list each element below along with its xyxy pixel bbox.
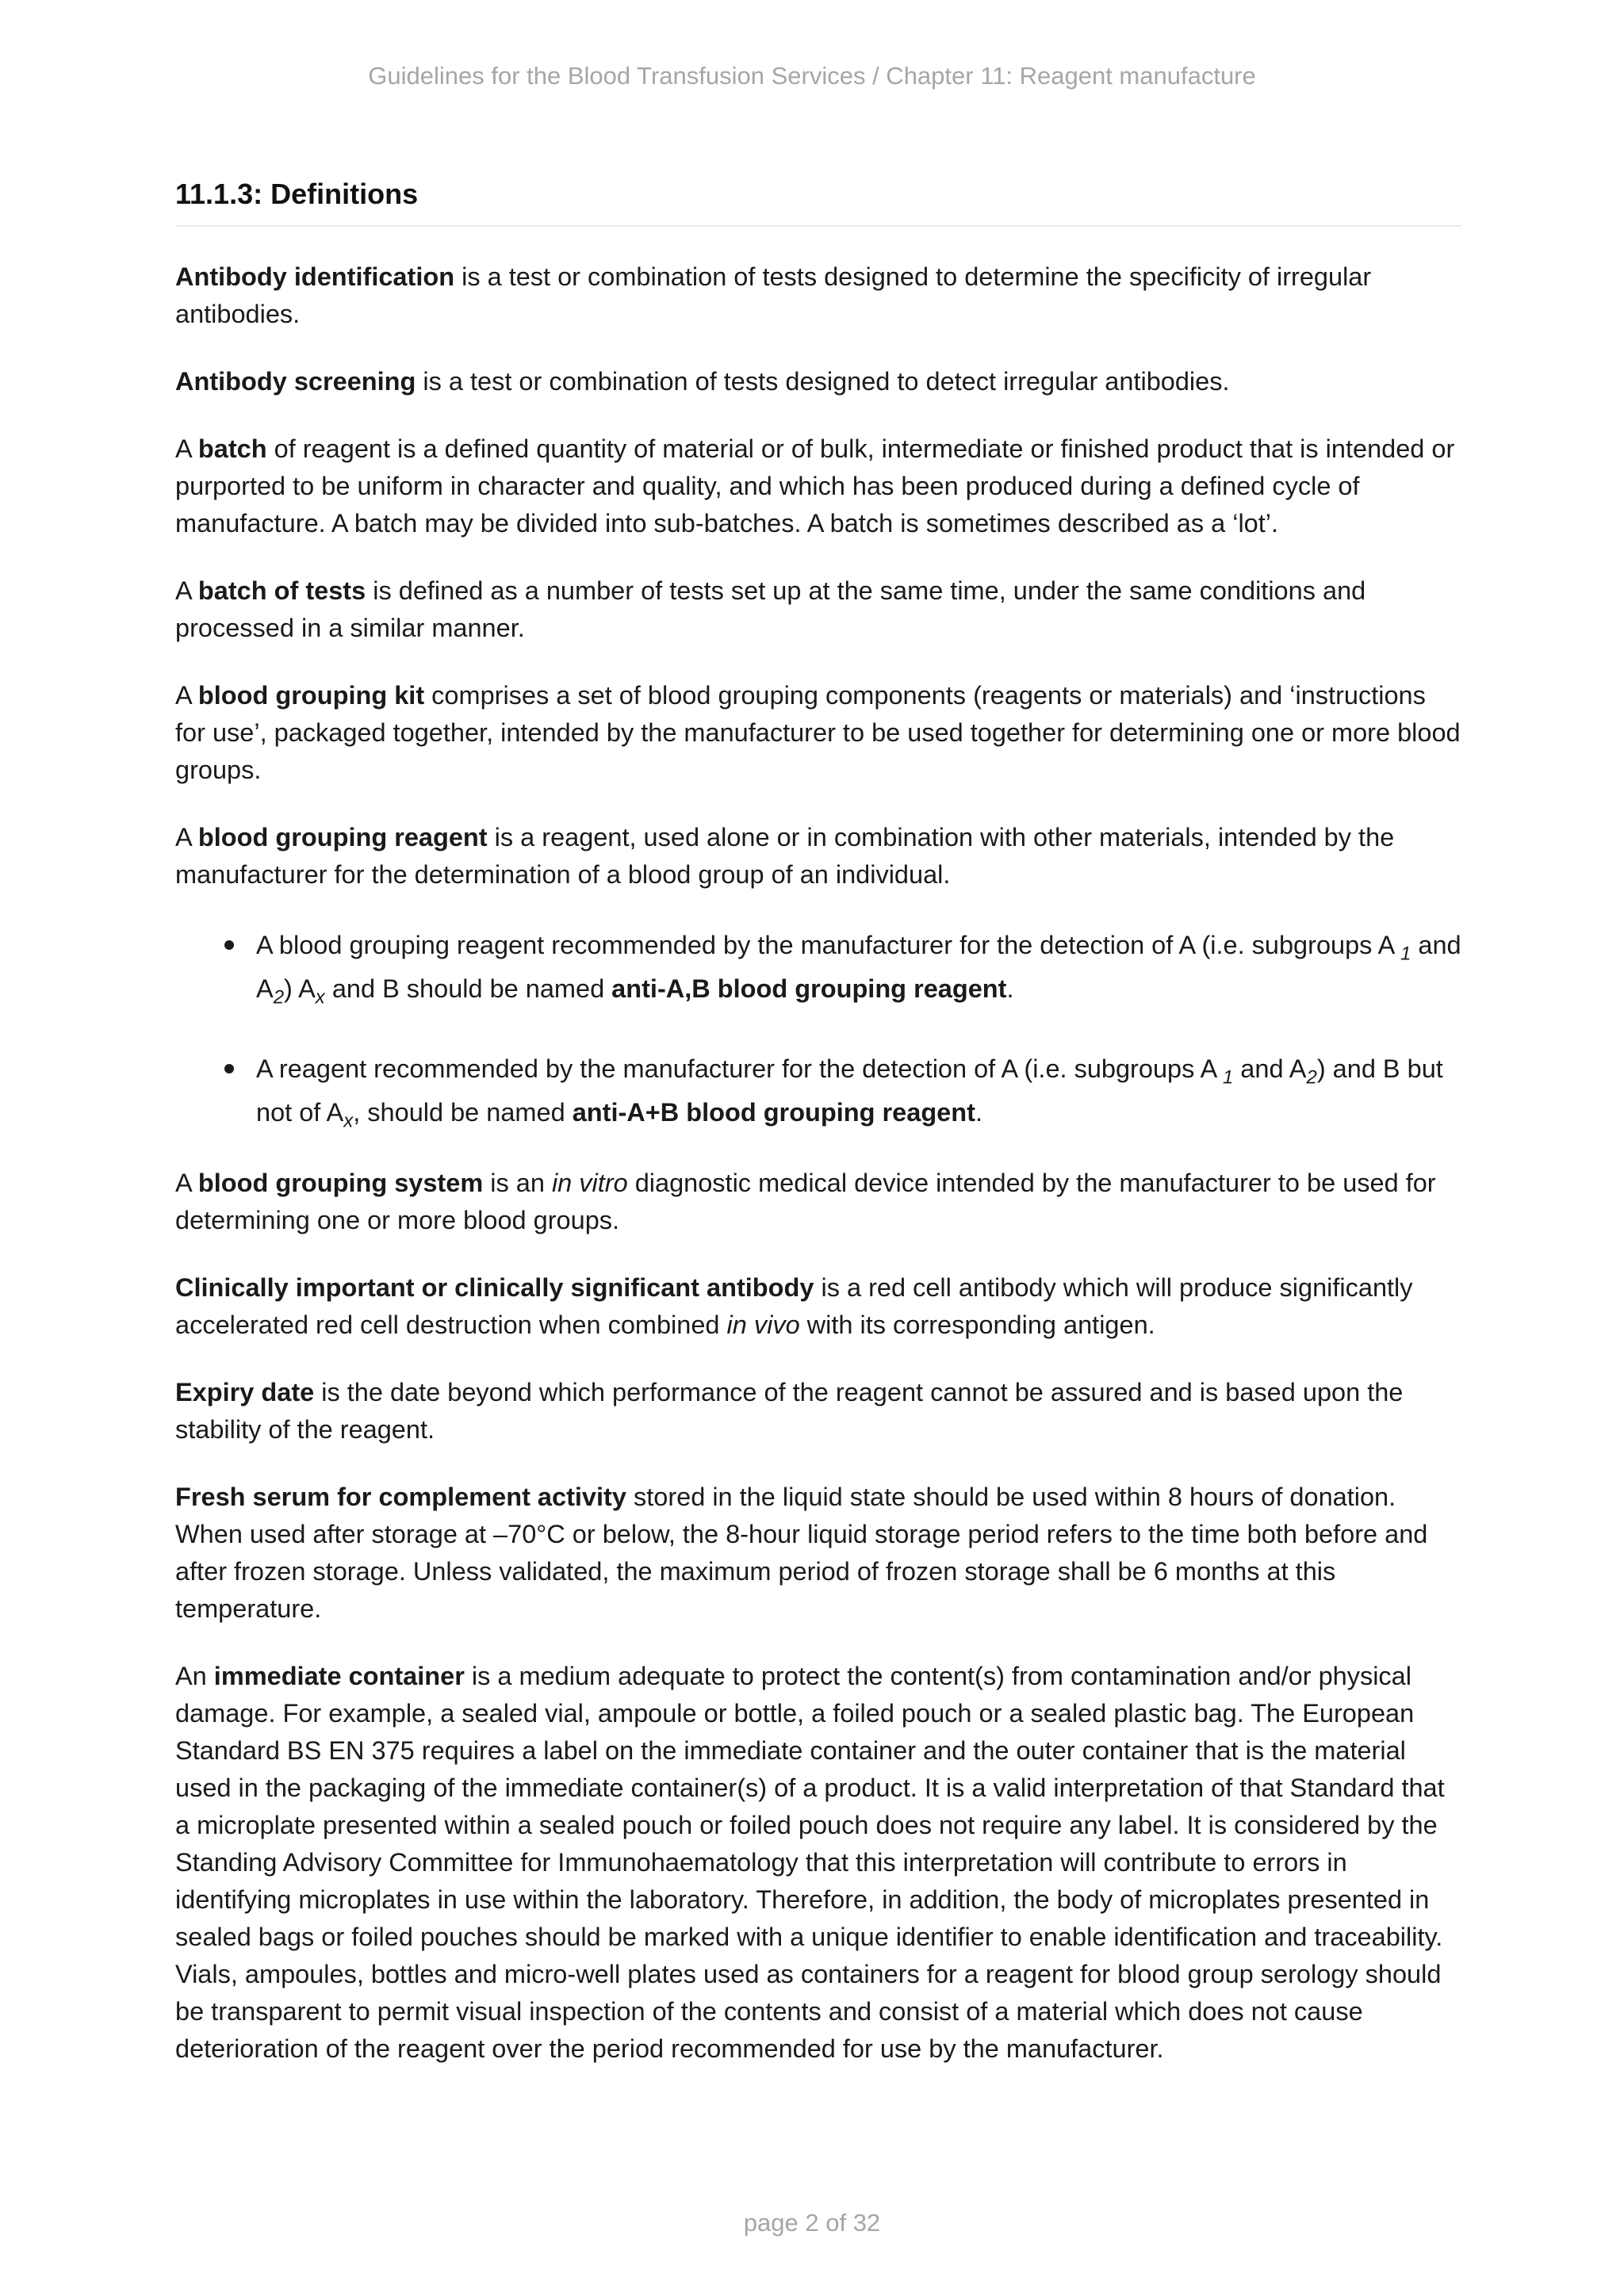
definition-batch-of-tests xyxy=(175,572,1461,647)
section-heading: 11.1.3: Definitions xyxy=(175,178,1461,227)
item-text: ) A xyxy=(284,974,316,1003)
article: An xyxy=(175,1662,214,1690)
definition-text: comprises a set of blood grouping components (reagents or materials) and ‘instructions for use’, packaged together, intended by the manufacturer to be used together for determining one or more blood groups. xyxy=(175,681,1461,784)
definition-expiry-date xyxy=(175,1374,1461,1448)
running-header: Guidelines for the Blood Transfusion Services / Chapter 11: Reagent manufacture xyxy=(368,62,1256,90)
definition-text: is a test or combination of tests designed to detect irregular antibodies. xyxy=(416,367,1230,396)
article: A xyxy=(175,576,198,605)
item-text: . xyxy=(975,1098,982,1127)
definition-fresh-serum xyxy=(175,1479,1461,1628)
subscript: x xyxy=(343,1110,354,1132)
subscript: 2 xyxy=(1306,1066,1317,1089)
subscript: x xyxy=(315,986,325,1008)
article: A xyxy=(175,823,198,851)
definition-immediate-container xyxy=(175,1658,1461,2068)
list-item xyxy=(256,924,1461,1011)
definition-text: is defined as a number of tests set up at the same time, under the same conditions and processed in a similar manner. xyxy=(175,576,1366,642)
document-body xyxy=(175,178,1461,2098)
bullet-icon xyxy=(224,1064,234,1073)
definition-text: is an xyxy=(483,1169,552,1197)
term: blood grouping reagent xyxy=(197,823,488,851)
italic-term: in vivo xyxy=(726,1311,800,1339)
term: blood grouping system xyxy=(197,1169,484,1197)
term: Expiry date xyxy=(175,1378,315,1406)
item-text: A reagent recommended by the manufacturer for the detection of A (i.e. subgroups A xyxy=(256,1054,1218,1083)
page-number: page 2 of 32 xyxy=(743,2209,881,2237)
definition-antibody-identification xyxy=(175,258,1461,333)
definition-text: is a test or combination of tests designed to determine the specificity of irregular antibodies. xyxy=(175,262,1372,328)
definition-clinically-important xyxy=(175,1269,1461,1344)
reagent-name: anti-A,B blood grouping reagent xyxy=(611,974,1007,1003)
reagent-naming-list xyxy=(175,924,1461,1135)
article: A xyxy=(175,434,198,463)
item-text: and A xyxy=(1233,1054,1307,1083)
definition-blood-grouping-system xyxy=(175,1165,1461,1239)
definition-text: of reagent is a defined quantity of material or of bulk, intermediate or finished product that is intended or purported to be uniform in character and quality, and which has been produced during a defined cycle of manufacture. A batch may be divided into sub-batches. A batch is sometimes described as a ‘lot’. xyxy=(175,434,1455,538)
subscript: 2 xyxy=(273,986,285,1008)
list-item xyxy=(256,1047,1461,1135)
definition-blood-grouping-kit xyxy=(175,677,1461,789)
item-text: . xyxy=(1006,974,1014,1003)
term: blood grouping kit xyxy=(197,681,425,710)
definition-text: stored in the liquid state should be used within 8 hours of donation. When used after storage at –70°C or below, the 8-hour liquid storage period refers to the time both before and after frozen storage. Unless validated, the maximum period of frozen storage shall be 6 months at this temperature. xyxy=(175,1483,1428,1623)
item-text: ) and B but not of A xyxy=(256,1054,1443,1127)
article: A xyxy=(175,681,198,710)
term: Antibody screening xyxy=(175,367,416,396)
definition-blood-grouping-reagent xyxy=(175,819,1461,894)
term: batch of tests xyxy=(197,576,366,605)
article: A xyxy=(175,1169,198,1197)
item-text: , should be named xyxy=(353,1098,573,1127)
term: batch xyxy=(197,434,267,463)
definition-text: with its corresponding antigen. xyxy=(799,1311,1155,1339)
definition-text: is a reagent, used alone or in combination with other materials, intended by the manufacturer for the determination of a blood group of an individual. xyxy=(175,823,1395,889)
item-text: and A xyxy=(256,931,1461,1003)
term: Antibody identification xyxy=(175,262,455,291)
item-text: A blood grouping reagent recommended by the manufacturer for the detection of A (i.e. subgroups A xyxy=(256,931,1396,959)
reagent-name: anti-A+B blood grouping reagent xyxy=(572,1098,975,1127)
bullet-icon xyxy=(224,940,234,950)
subscript: 1 xyxy=(1217,1066,1234,1089)
definition-antibody-screening xyxy=(175,363,1461,400)
definition-text: is a red cell antibody which will produce significantly accelerated red cell destruction when combined xyxy=(175,1273,1413,1339)
definition-text: diagnostic medical device intended by the manufacturer to be used for determining one or more blood groups. xyxy=(175,1169,1436,1234)
definition-text: is the date beyond which performance of the reagent cannot be assured and is based upon the stability of the reagent. xyxy=(175,1378,1404,1444)
italic-term: in vitro xyxy=(551,1169,628,1197)
definition-batch xyxy=(175,430,1461,542)
term: immediate container xyxy=(213,1662,465,1690)
item-text: and B should be named xyxy=(324,974,612,1003)
term: Clinically important or clinically significant antibody xyxy=(175,1273,814,1302)
subscript: 1 xyxy=(1395,943,1411,965)
term: Fresh serum for complement activity xyxy=(175,1483,626,1511)
definition-text: is a medium adequate to protect the content(s) from contamination and/or physical damage. For example, a sealed vial, ampoule or bottle, a foiled pouch or a sealed plastic bag. The European Standard BS EN 375 requires a label on the immediate container and the outer container that is the material used in the packaging of the immediate container(s) of a product. It is a valid interpretation of that Standard that a microplate presented within a sealed pouch or foiled pouch does not require any label. It is considered by the Standing Advisory Committee for Immunohaematology that this interpretation will contribute to errors in identifying microplates in use within the laboratory. Therefore, in addition, the body of microplates presented in sealed bags or foiled pouches should be marked with a unique identifier to enable identification and traceability. Vials, ampoules, bottles and micro-well plates used as containers for a reagent for blood group serology should be transparent to permit visual inspection of the contents and consist of a material which does not cause deterioration of the reagent over the period recommended for use by the manufacturer. xyxy=(175,1662,1445,2063)
